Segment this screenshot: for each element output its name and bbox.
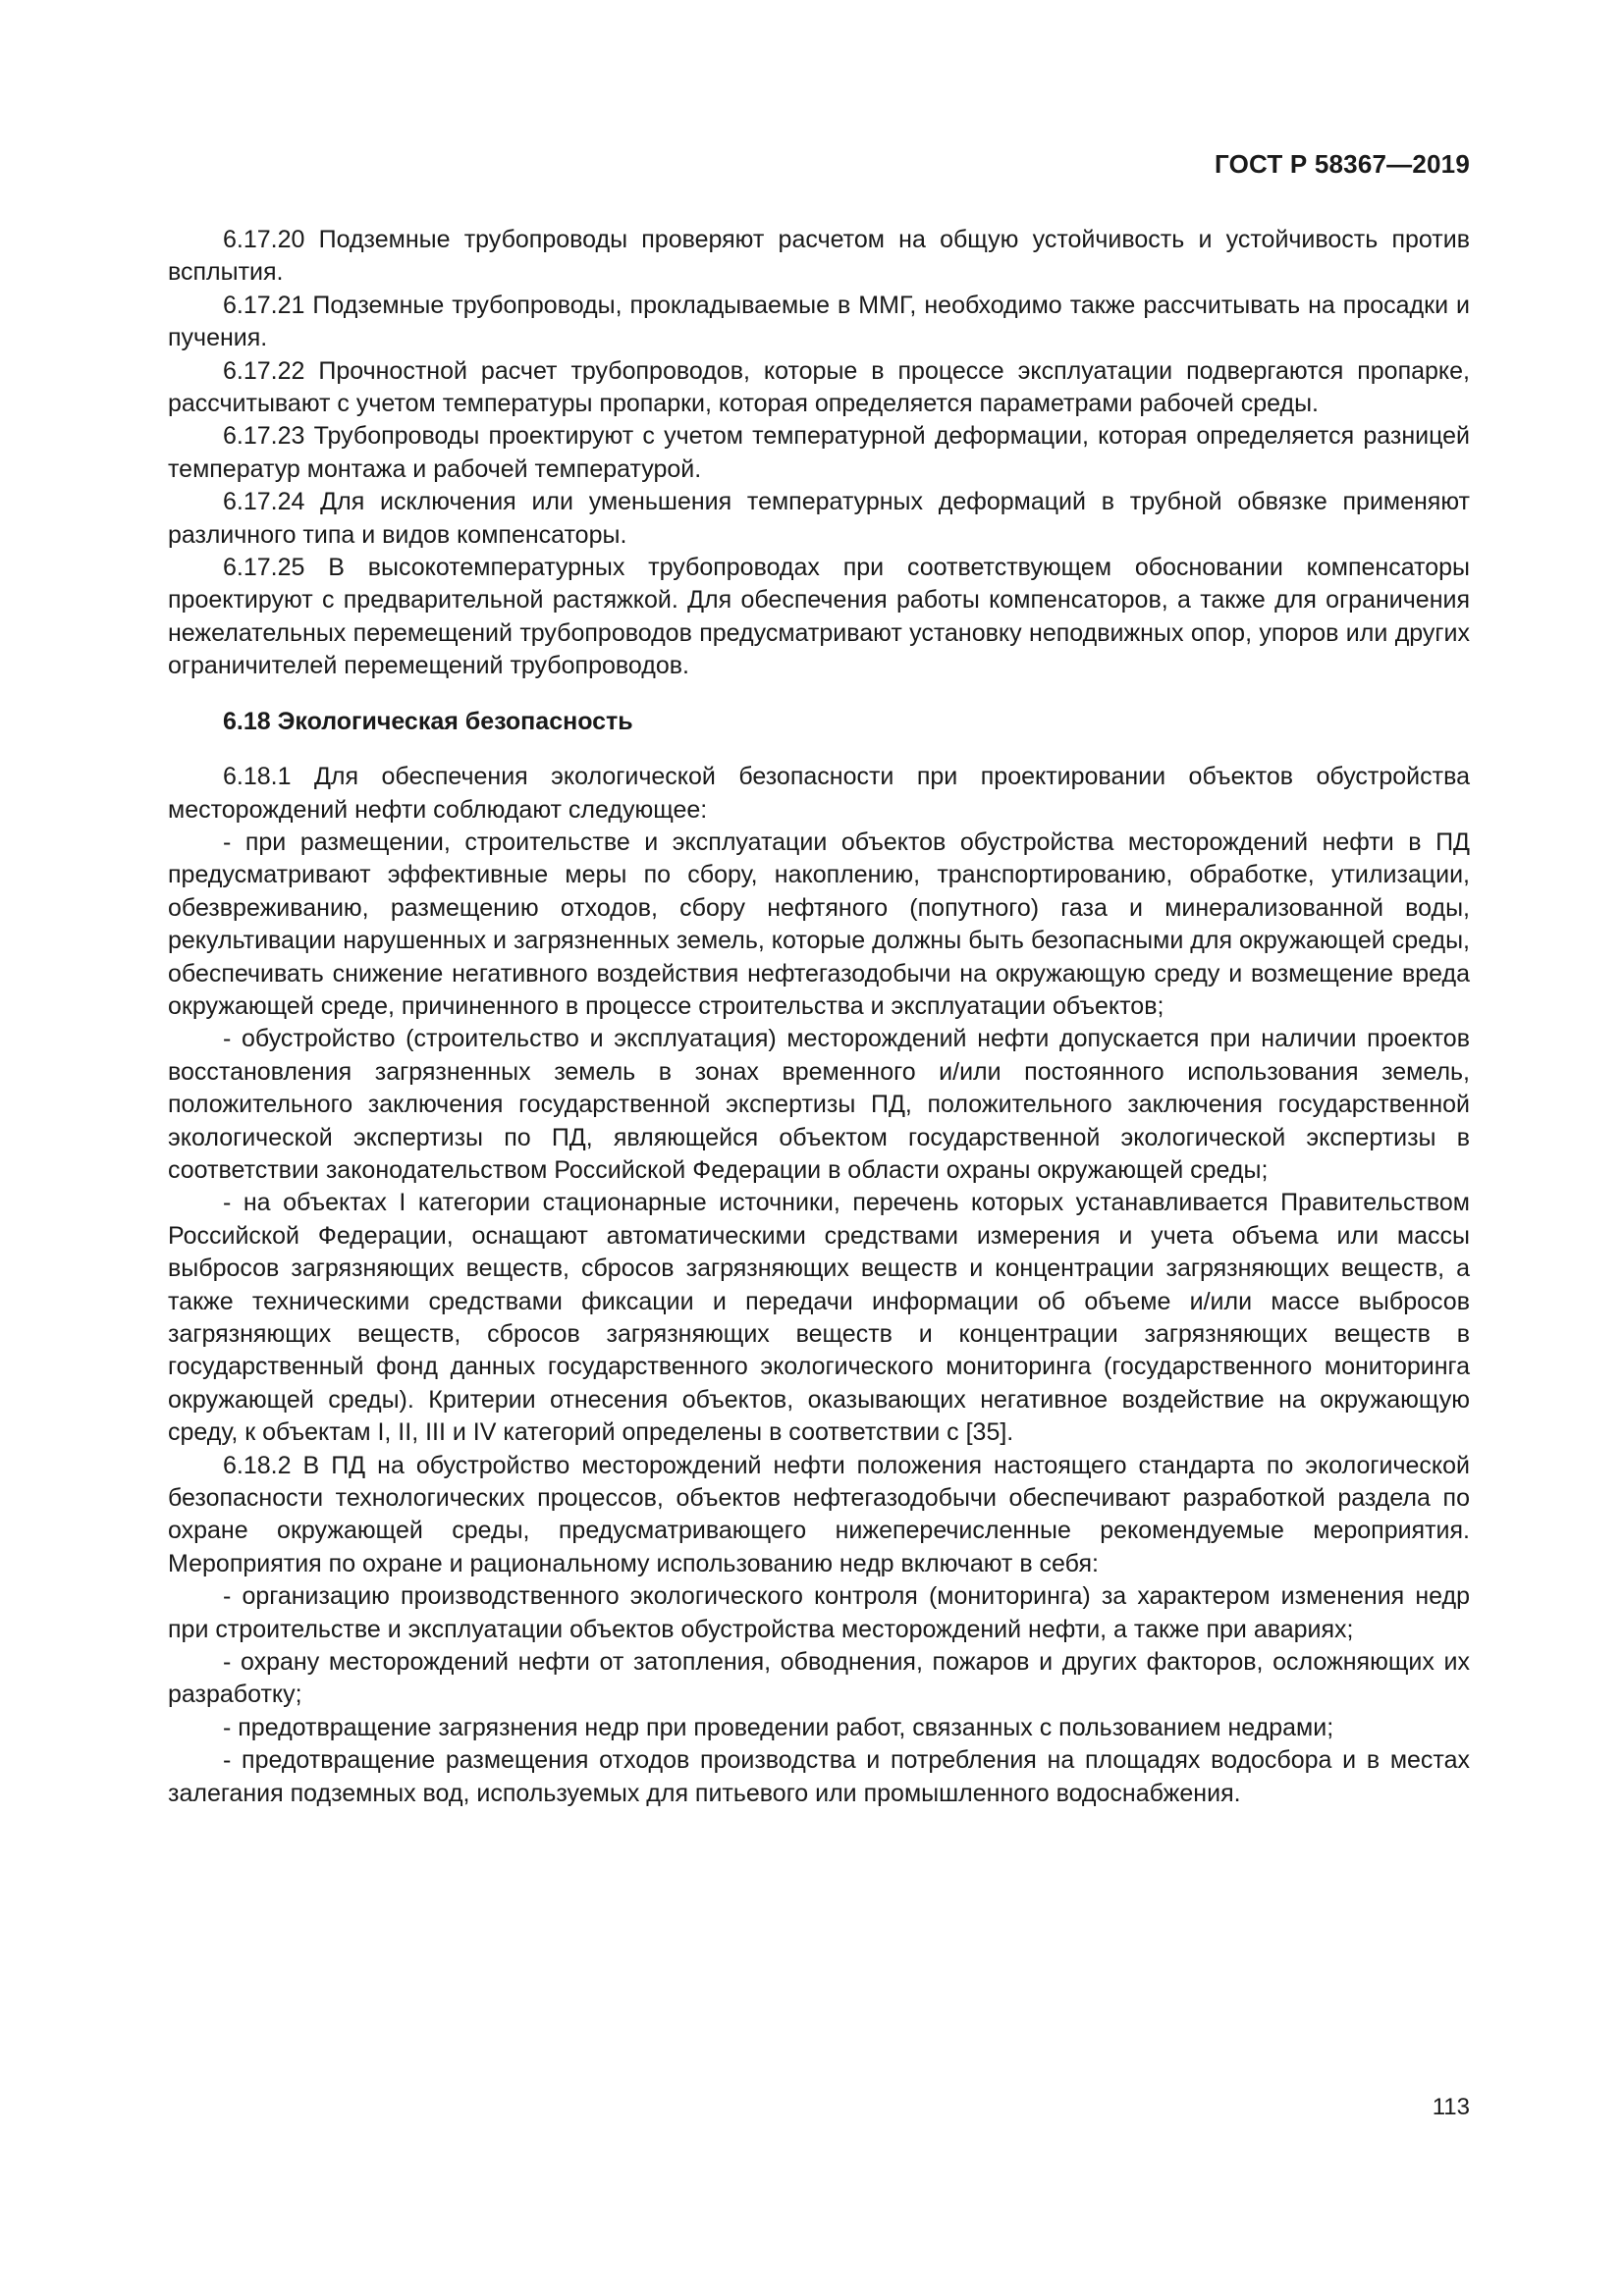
list-item-deposit-protection: - охрану месторождений нефти от затопления, обводнения, пожаров и других факторов, осложняющих их разработку; (168, 1648, 1470, 1709)
paragraph-6-17-20: 6.17.20 Подземные трубопроводы проверяют расчетом на общую устойчивость и устойчивость против всплытия. (168, 226, 1470, 287)
list-item-pollution-prevention: - предотвращение загрязнения недр при проведении работ, связанных с пользованием недрами; (223, 1713, 1334, 1741)
paragraph-6-18-2: 6.18.2 В ПД на обустройство месторождений нефти положения настоящего стандарта по экологической безопасности технологических процессов, объектов нефтегазодобычи обеспечивают разработкой раздела по охране окружающей среды, предусматривающего нижеперечисленные рекомендуемые мероприятия. Мероприятия по охране и рациональному использованию недр включают в себя: (168, 1451, 1470, 1577)
section-heading-6-18: 6.18 Экологическая безопасность (223, 707, 633, 735)
document-body (168, 224, 1470, 1810)
paragraph-6-17-24: 6.17.24 Для исключения или уменьшения температурных деформаций в трубной обвязке применяют различного типа и видов компенсаторы. (168, 488, 1470, 549)
list-item-waste-placement-prevention: - предотвращение размещения отходов производства и потребления на площадях водосбора и в местах залегания подземных вод, используемых для питьевого или промышленного водоснабжения. (168, 1746, 1470, 1807)
list-item-restoration-projects: - обустройство (строительство и эксплуатация) месторождений нефти допускается при наличии проектов восстановления загрязненных земель в зонах временного и/или постоянного использования земель, положительного заключения государственной экспертизы ПД, положительного заключения государственной экологической экспертизы по ПД, являющейся объектом государственной экологической экспертизы в соответствии законодательством Российской Федерации в области охраны окружающей среды; (168, 1025, 1470, 1184)
paragraph-6-17-22: 6.17.22 Прочностной расчет трубопроводов, которые в процессе эксплуатации подвергаются пропарке, рассчитывают с учетом температуры пропарки, которая определяется параметрами рабочей среды. (168, 356, 1470, 418)
paragraph-6-17-21: 6.17.21 Подземные трубопроводы, прокладываемые в ММГ, необходимо также рассчитывать на просадки и пучения. (168, 291, 1470, 352)
page-number: 113 (1432, 2094, 1470, 2120)
paragraph-6-18-1: 6.18.1 Для обеспечения экологической безопасности при проектировании объектов обустройства месторождений нефти соблюдают следующее: (168, 763, 1470, 824)
list-item-category-one-sources: - на объектах I категории стационарные источники, перечень которых устанавливается Правительством Российской Федерации, оснащают автоматическими средствами измерения и учета объема или массы выбросов загрязняющих веществ, сбросов загрязняющих веществ и концентрации загрязняющих веществ, а также техническими средствами фиксации и передачи информации об объеме и/или массе выбросов загрязняющих веществ, сбросов загрязняющих веществ и концентрации загрязняющих веществ в государственный фонд данных государственного экологического мониторинга (государственного мониторинга окружающей среды). Критерии отнесения объектов, оказывающих негативное воздействие на окружающую среду, к объектам I, II, III и IV категорий определены в соответствии с [35]. (168, 1189, 1470, 1447)
list-item-environmental-control: - организацию производственного экологического контроля (мониторинга) за характером изменения недр при строительстве и эксплуатации объектов обустройства месторождений нефти, а также при авариях; (168, 1582, 1470, 1643)
document-code-header: ГОСТ Р 58367—2019 (1215, 149, 1470, 179)
paragraph-6-17-25: 6.17.25 В высокотемпературных трубопроводах при соответствующем обосновании компенсаторы проектируют с предварительной растяжкой. Для обеспечения работы компенсаторов, а также для ограничения нежелательных перемещений трубопроводов предусматривают установку неподвижных опор, упоров или других ограничителей перемещений трубопроводов. (168, 554, 1470, 680)
paragraph-6-17-23: 6.17.23 Трубопроводы проектируют с учетом температурной деформации, которая определяется разницей температур монтажа и рабочей температурой. (168, 422, 1470, 483)
list-item-waste-measures: - при размещении, строительстве и эксплуатации объектов обустройства месторождений нефти в ПД предусматривают эффективные меры по сбору, накоплению, транспортированию, обработке, утилизации, обезвреживанию, размещению отходов, сбору нефтяного (попутного) газа и минерализованной воды, рекультивации нарушенных и загрязненных земель, которые должны быть безопасными для окружающей среды, обеспечивать снижение негативного воздействия нефтегазодобычи на окружающую среду и возмещение вреда окружающей среде, причиненного в процессе строительства и эксплуатации объектов; (168, 828, 1470, 1020)
